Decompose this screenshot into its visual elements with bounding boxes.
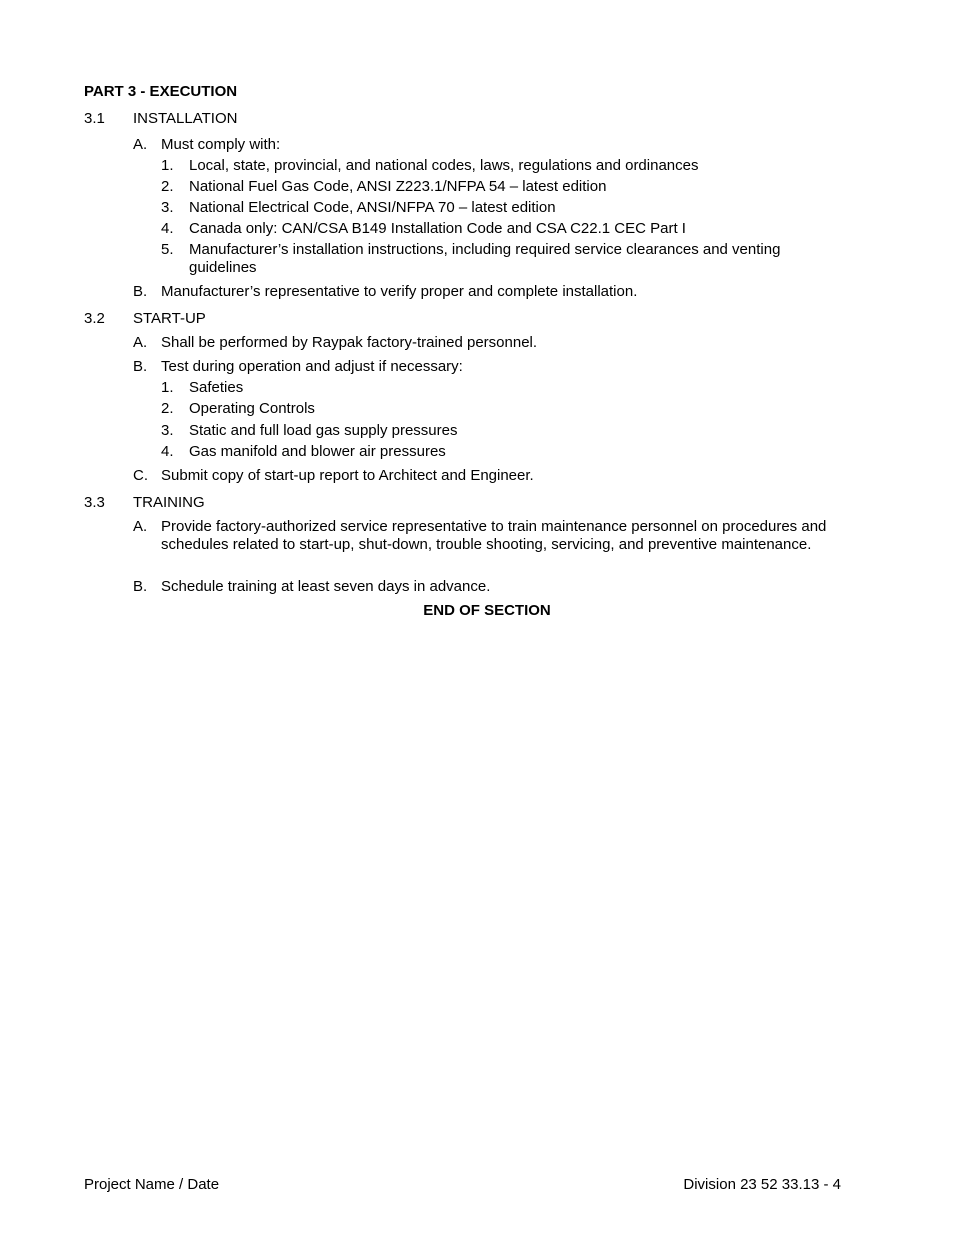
item-marker: 2. bbox=[161, 400, 174, 417]
item-marker: B. bbox=[133, 358, 148, 375]
item-text: Shall be performed by Raypak factory-trained personnel. bbox=[161, 334, 538, 351]
item-marker: A. bbox=[133, 518, 148, 535]
section-title: START-UP bbox=[133, 310, 206, 327]
item-text: Gas manifold and blower air pressures bbox=[189, 443, 446, 460]
section-number: 3.2 bbox=[84, 310, 105, 327]
end-of-section: END OF SECTION bbox=[423, 602, 551, 619]
section-number: 3.1 bbox=[84, 110, 105, 127]
item-text: Canada only: CAN/CSA B149 Installation Code and CSA C22.1 CEC Part I bbox=[189, 220, 686, 237]
item-marker: B. bbox=[133, 283, 148, 300]
item-marker: 3. bbox=[161, 422, 174, 439]
item-marker: 1. bbox=[161, 379, 174, 396]
item-marker: B. bbox=[133, 578, 148, 595]
section-title: TRAINING bbox=[133, 494, 205, 511]
item-marker: 2. bbox=[161, 178, 174, 195]
footer-project-name: Project Name / Date bbox=[84, 1176, 220, 1193]
footer-page-number: Division 23 52 33.13 - 4 bbox=[683, 1176, 841, 1193]
section-title: INSTALLATION bbox=[133, 110, 238, 127]
item-marker: C. bbox=[133, 467, 148, 484]
item-marker: A. bbox=[133, 334, 148, 351]
item-marker: 4. bbox=[161, 443, 174, 460]
item-text: Manufacturer’s installation instructions, including required service clearances and venting guidelines bbox=[189, 241, 781, 276]
item-marker: 1. bbox=[161, 157, 174, 174]
item-marker: 5. bbox=[161, 241, 174, 258]
item-text: Manufacturer’s representative to verify proper and complete installation. bbox=[161, 283, 638, 300]
item-text: Submit copy of start-up report to Architect and Engineer. bbox=[161, 467, 534, 484]
item-text: Test during operation and adjust if necessary: bbox=[161, 358, 463, 375]
item-text: Local, state, provincial, and national codes, laws, regulations and ordinances bbox=[189, 157, 699, 174]
section-number: 3.3 bbox=[84, 494, 105, 511]
item-marker: 3. bbox=[161, 199, 174, 216]
item-marker: A. bbox=[133, 136, 148, 153]
item-text: Schedule training at least seven days in advance. bbox=[161, 578, 491, 595]
part-title: PART 3 - EXECUTION bbox=[84, 83, 238, 100]
item-text: National Electrical Code, ANSI/NFPA 70 – latest edition bbox=[189, 199, 556, 216]
item-text: Operating Controls bbox=[189, 400, 315, 417]
item-text: Must comply with: bbox=[161, 136, 281, 153]
item-text: Safeties bbox=[189, 379, 244, 396]
item-text: Static and full load gas supply pressures bbox=[189, 422, 458, 439]
item-text: Provide factory-authorized service representative to train maintenance personnel on procedures and schedules related to start-up, shut-down, trouble shooting, servicing, and preventive maintenance. bbox=[161, 518, 827, 553]
item-text: National Fuel Gas Code, ANSI Z223.1/NFPA 54 – latest edition bbox=[189, 178, 607, 195]
item-marker: 4. bbox=[161, 220, 174, 237]
